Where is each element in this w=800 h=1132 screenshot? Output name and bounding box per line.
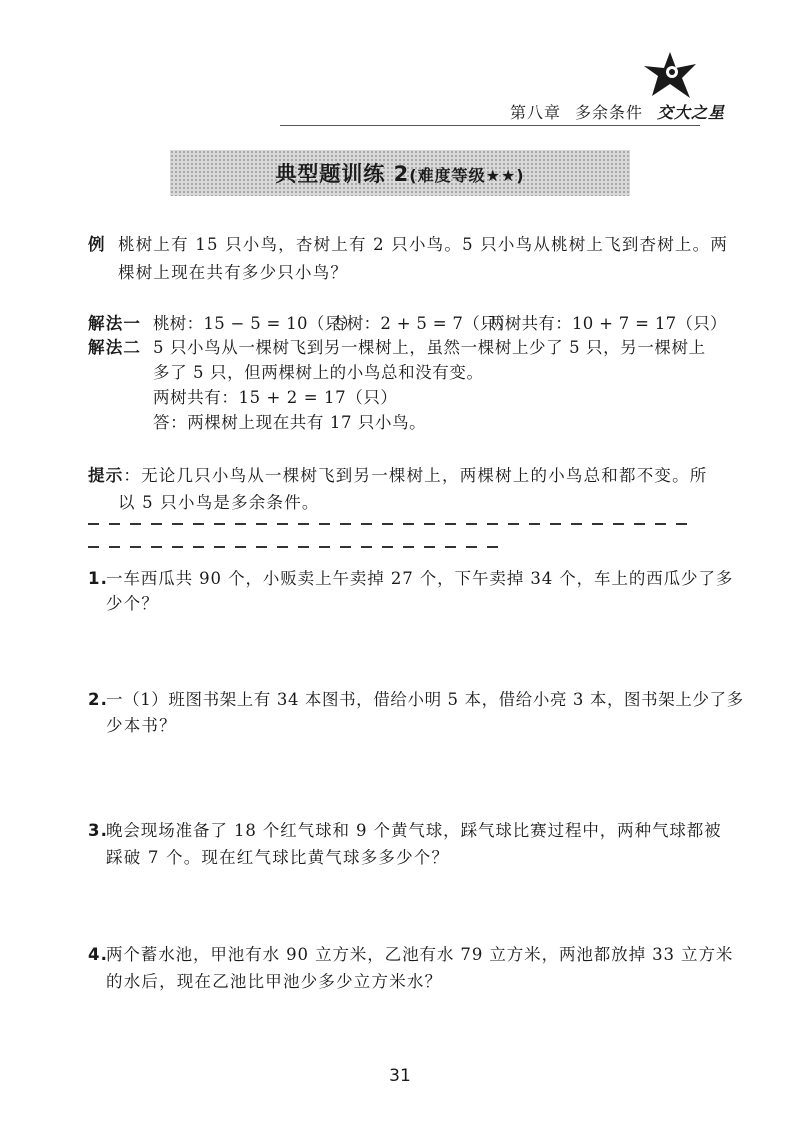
problem-4-line-1: 两个蓄水池，甲池有水 90 立方米，乙池有水 79 立方米，两池都放掉 33 立方米	[106, 945, 734, 964]
solution-2-answer: 答：两棵树上现在共有 17 只小鸟。	[153, 413, 427, 432]
running-header	[510, 100, 725, 123]
solution-1-apricot: 杏树：2 + 5 = 7（只）	[330, 314, 514, 333]
problem-2-line-2: 少本书？	[106, 716, 177, 735]
problem-2-line-1: 一（1）班图书架上有 34 本图书，借给小明 5 本，借给小亮 3 本，图书架上少了多	[106, 690, 744, 709]
title-banner	[170, 150, 630, 196]
section-label: 多余条件	[575, 103, 644, 122]
problem-3-line-1: 晚会现场准备了 18 个红气球和 9 个黄气球，踩气球比赛过程中，两种气球都被	[106, 821, 722, 840]
brand-label: 交大之星	[657, 103, 726, 122]
solution-2-line-3: 两树共有：15 + 2 = 17（只）	[153, 388, 398, 407]
problem-4-number: 4.	[88, 945, 109, 964]
page-title	[275, 158, 524, 188]
problem-1-number: 1.	[88, 569, 109, 588]
chapter-label: 第八章	[510, 103, 562, 122]
problem-1-line-2: 少个？	[106, 594, 160, 613]
dashed-separator-2	[88, 546, 508, 548]
problem-4-line-2: 的水后，现在乙池比甲池少多少立方米水？	[106, 972, 443, 991]
hint-text-1: ：无论几只小鸟从一棵树飞到另一棵树上，两棵树上的小鸟总和都不变。所	[123, 466, 708, 485]
hint-line-2: 以 5 只小鸟是多余条件。	[118, 493, 320, 512]
difficulty-label: (难度等级★★)	[409, 166, 525, 185]
example-line-2: 棵树上现在共有多少只小鸟？	[118, 263, 349, 282]
solution-2-line-1: 5 只小鸟从一棵树飞到另一棵树上，虽然一棵树上少了 5 只，另一棵树上	[153, 338, 706, 357]
solution-1-total: 两树共有：10 + 7 = 17（只）	[488, 314, 727, 333]
solution-1-peach: 桃树：15 − 5 = 10（只）	[153, 314, 359, 333]
example-label: 例	[88, 235, 106, 254]
solution-2-line-2: 多了 5 只，但两棵树上的小鸟总和没有变。	[153, 363, 484, 382]
example-line-1: 桃树上有 15 只小鸟，杏树上有 2 只小鸟。5 只小鸟从桃树上飞到杏树上。两	[118, 235, 729, 254]
header-rule	[280, 125, 700, 126]
problem-3-number: 3.	[88, 821, 109, 840]
hint-label: 提示	[88, 466, 124, 485]
dashed-separator-1	[88, 523, 696, 525]
star-logo-icon	[640, 50, 700, 100]
page-title-text: 典型题训练 2	[275, 162, 410, 186]
problem-3-line-2: 踩破 7 个。现在红气球比黄气球多多少个？	[106, 848, 450, 867]
page-number: 31	[389, 1066, 411, 1086]
solution-2-label: 解法二	[88, 338, 142, 357]
problem-2-number: 2.	[88, 690, 109, 709]
solution-1-label: 解法一	[88, 314, 142, 333]
hint-line-1	[88, 463, 708, 489]
problem-1-line-1: 一车西瓜共 90 个，小贩卖上午卖掉 27 个，下午卖掉 34 个，车上的西瓜少了多	[106, 569, 734, 588]
